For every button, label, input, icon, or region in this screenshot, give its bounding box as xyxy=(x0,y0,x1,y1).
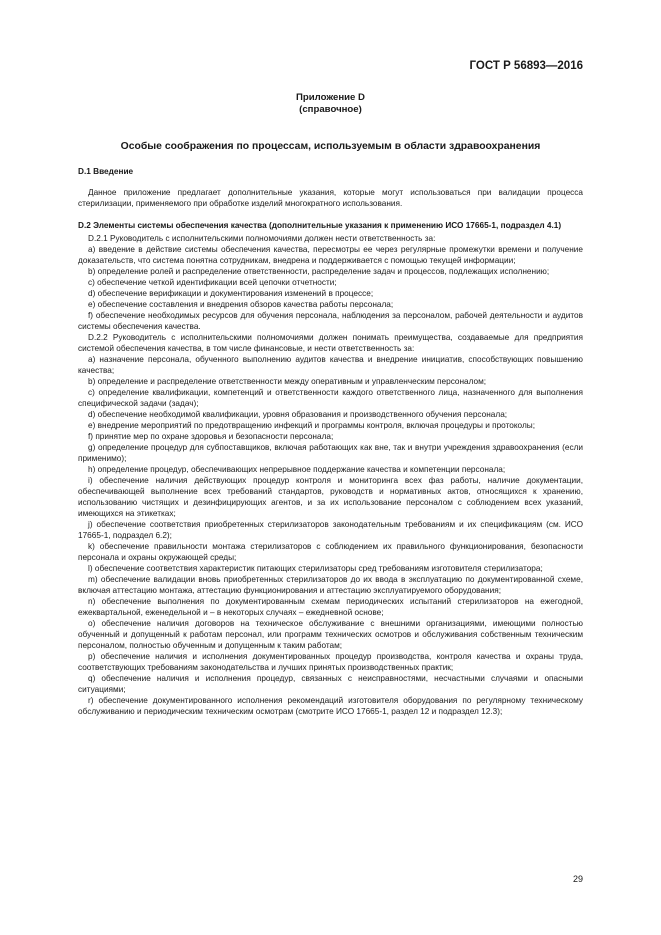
section-d2-paragraphs xyxy=(78,233,583,717)
standard-number: ГОСТ Р 56893—2016 xyxy=(469,60,583,72)
paragraph: e) обеспечение составления и внедрения обзоров качества работы персонала; xyxy=(88,300,394,309)
paragraph: j) обеспечение соответствия приобретенных стерилизаторов законодательным требованиям и их спецификациям (см. ИСО 17665-1, подраздел 6.2); xyxy=(78,520,583,540)
paragraph: f) обеспечение необходимых ресурсов для обучения персонала, наблюдения за персоналом, рабочей деятельности и аудитов системы обеспечения качества. xyxy=(78,311,583,331)
annex-type: (справочное) xyxy=(299,104,362,115)
paragraph: m) обеспечение валидации вновь приобретенных стерилизаторов до их ввода в эксплуатацию по документированной схеме, включая аттестацию монтажа, аттестацию функционирования и аттестацию эксплуатируемого оборудования; xyxy=(78,575,583,595)
paragraph: b) определение и распределение ответственности между оперативным и управленческим персоналом; xyxy=(88,377,487,386)
paragraph: а) введение в действие системы обеспечения качества, пересмотры ее через регулярные промежутки времени и получение доказательств, что система понятна сотрудникам, внедрена и поддерживается с помощью текущей информации; xyxy=(78,245,583,265)
paragraph: n) обеспечение выполнения по документированным схемам периодических испытаний стерилизаторов на ежегодной, ежеквартальной, еженедельной и – в некоторых случаях – ежедневной основе; xyxy=(78,597,583,617)
paragraph: f) принятие мер по охране здоровья и безопасности персонала; xyxy=(88,432,334,441)
section-d1-heading: D.1 Введение xyxy=(78,167,134,176)
paragraph: i) обеспечение наличия действующих процедур контроля и мониторинга всех фаз работы, наличие документации, обеспечивающей выполнение всех требований стандартов, руководств и нормативных актов, относящихся к хранению, использованию чистящих и дезинфицирующих агентов, и за их использование персоналом с соблюдением всех указаний, имеющихся на этикетках; xyxy=(78,476,583,518)
section-d2-heading: D.2 Элементы системы обеспечения качества (дополнительные указания к применению ИСО 17665-1, подраздел 4.1) xyxy=(78,221,562,230)
paragraph: l) обеспечение соответствия характеристик питающих стерилизаторы сред требованиям изготовителя стерилизатора; xyxy=(88,564,543,573)
paragraph: q) обеспечение наличия и исполнения процедур, связанных с неисправностями, несчастными случаями и опасными ситуациями; xyxy=(78,674,583,694)
paragraph: d) обеспечение необходимой квалификации, уровня образования и производственного обучения персонала; xyxy=(88,410,508,419)
document-title: Особые соображения по процессам, используемым в области здравоохранения xyxy=(120,141,541,152)
paragraph: r) обеспечение документированного исполнения рекомендаций изготовителя оборудования по регулярному техническому обслуживанию и периодическим техническим осмотрам (смотрите ИСО 17665-1, раздел 12 и подраздел 12.3); xyxy=(78,696,583,716)
page-number: 29 xyxy=(572,874,583,884)
paragraph: D.2.1 Руководитель с исполнительскими полномочиями должен нести ответственность за: xyxy=(88,234,436,243)
paragraph: e) внедрение мероприятий по предотвращению инфекций и программы контроля, включая процедуры и протоколы; xyxy=(88,421,535,430)
paragraph: D.2.2 Руководитель с исполнительскими полномочиями должен понимать преимущества, создаваемые для предприятия системой обеспечения качества, в том числе финансовые, и нести ответственность за: xyxy=(78,333,583,353)
annex-heading xyxy=(0,92,661,116)
document-body xyxy=(78,166,583,717)
paragraph: g) определение процедур для субпоставщиков, включая работающих как вне, так и внутри учреждения здравоохранения (если применимо); xyxy=(78,443,583,463)
paragraph: h) определение процедур, обеспечивающих непрерывное поддержание качества и компетенции персонала; xyxy=(88,465,506,474)
paragraph: p) обеспечение наличия и исполнения документированных процедур производства, контроля качества и охраны труда, соответствующих требованиям законодательства и лучших принятых производственных практик; xyxy=(78,652,583,672)
paragraph: d) обеспечение верификации и документирования изменений в процессе; xyxy=(88,289,374,298)
paragraph: а) назначение персонала, обученного выполнению аудитов качества и внедрение инициатив, способствующих повышению качества; xyxy=(78,355,583,375)
paragraph: c) обеспечение четкой идентификации всей цепочки отчетности; xyxy=(88,278,337,287)
section-d1-text: Данное приложение предлагает дополнительные указания, которые могут использоваться при валидации процесса стерилизации, применяемого при обработке изделий многократного использования. xyxy=(78,188,583,208)
paragraph: b) определение ролей и распределение ответственности, распределение задач и процессов, подлежащих исполнению; xyxy=(88,267,550,276)
paragraph: c) определение квалификации, компетенций и ответственности каждого ответственного лица, назначенного для выполнения специфической задачи (задач); xyxy=(78,388,583,408)
annex-title: Приложение D xyxy=(296,92,365,103)
paragraph: k) обеспечение правильности монтажа стерилизаторов с соблюдением их правильного функционирования, безопасности персонала и охраны окружающей среды; xyxy=(78,542,583,562)
paragraph: o) обеспечение наличия договоров на техническое обслуживание с внешними организациями, имеющими полностью обученный и допущенный к работам персонал, или программ технических осмотров и обслуживания собственным техническим персоналом, полностью обученным и допущенным к таким работам; xyxy=(78,619,583,650)
